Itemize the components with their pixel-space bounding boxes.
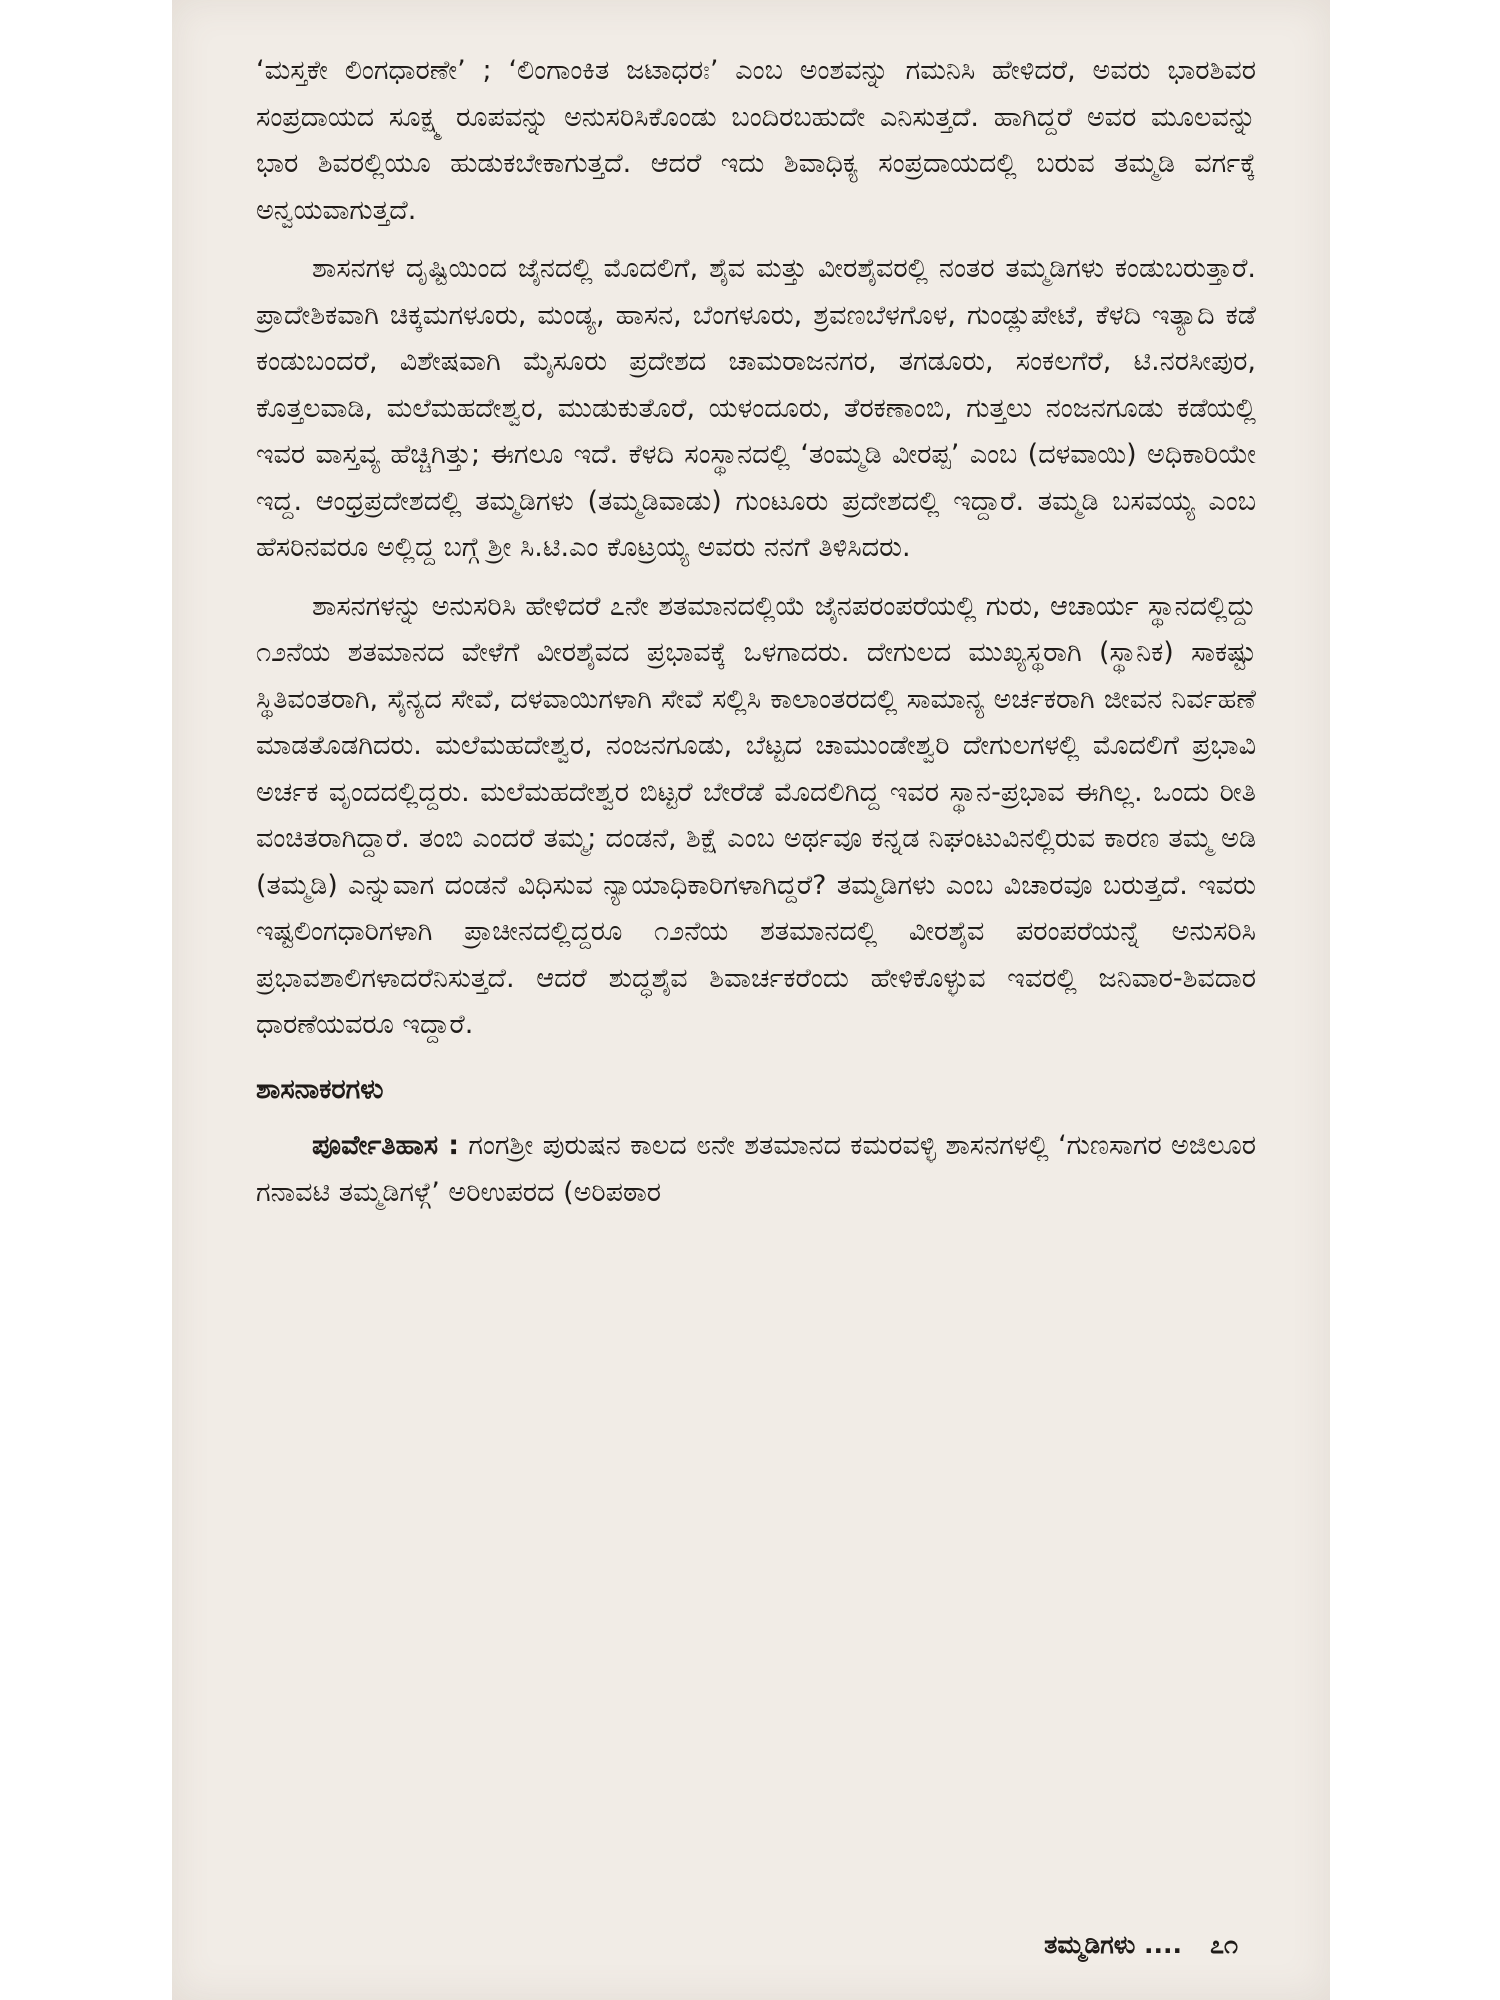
paragraph-2: ಶಾಸನಗಳ ದೃಷ್ಟಿಯಿಂದ ಜೈನದಲ್ಲಿ ಮೊದಲಿಗೆ, ಶೈವ ಮತ್ತು ವೀರಶೈವರಲ್ಲಿ ನಂತರ ತಮ್ಮಡಿಗಳು ಕಂಡುಬರುತ್ತಾರೆ. ಪ್ರಾದೇಶಿಕವಾಗಿ ಚಿಕ್ಕಮಗಳೂರು, ಮಂಡ್ಯ, ಹಾಸನ, ಬೆಂಗಳೂರು, ಶ್ರವಣಬೆಳಗೊಳ, ಗುಂಡ್ಲುಪೇಟೆ, ಕೆಳದಿ ಇತ್ಯಾದಿ ಕಡೆ ಕಂಡುಬಂದರೆ, ವಿಶೇಷವಾಗಿ ಮೈಸೂರು ಪ್ರದೇಶದ ಚಾಮರಾಜನಗರ, ತಗಡೂರು, ಸಂಕಲಗೆರೆ, ಟಿ.ನರಸೀಪುರ, ಕೊತ್ತಲವಾಡಿ, ಮಲೆಮಹದೇಶ್ವರ, ಮುಡುಕುತೊರೆ, ಯಳಂದೂರು, ತೆರಕಣಾಂಬಿ, ಗುತ್ತಲು ನಂಜನಗೂಡು ಕಡೆಯಲ್ಲಿ ಇವರ ವಾಸ್ತವ್ಯ ಹೆಚ್ಚಿಗಿತ್ತು; ಈಗಲೂ ಇದೆ. ಕೆಳದಿ ಸಂಸ್ಥಾನದಲ್ಲಿ ‘ತಂಮ್ಮಡಿ ವೀರಪ್ಪ’ ಎಂಬ (ದಳವಾಯಿ) ಅಧಿಕಾರಿಯೇ ಇದ್ದ. ಆಂಧ್ರಪ್ರದೇಶದಲ್ಲಿ ತಮ್ಮಡಿಗಳು (ತಮ್ಮಡಿವಾಡು) ಗುಂಟೂರು ಪ್ರದೇಶದಲ್ಲಿ ಇದ್ದಾರೆ. ತಮ್ಮಡಿ ಬಸವಯ್ಯ ಎಂಬ ಹೆಸರಿನವರೂ ಅಲ್ಲಿದ್ದ ಬಗ್ಗೆ ಶ್ರೀ ಸಿ.ಟಿ.ಎಂ ಕೊಟ್ರಯ್ಯ ಅವರು ನನಗೆ ತಿಳಿಸಿದರು. [256, 253, 1256, 563]
section-lead: ಪೂರ್ವೇತಿಹಾಸ : [312, 1130, 460, 1161]
page-number: ೭೧ [1209, 1930, 1238, 1959]
page-footer [1016, 1930, 1238, 1960]
running-title: ತಮ್ಮಡಿಗಳು .... [1044, 1930, 1182, 1959]
body-text [256, 48, 1256, 1228]
section-heading: ಶಾಸನಾಕರಗಳು [256, 1073, 384, 1105]
section-paragraph [256, 1123, 1256, 1216]
section-body: ಗಂಗಶ್ರೀ ಪುರುಷನ ಕಾಲದ ೮ನೇ ಶತಮಾನದ ಕಮರವಳ್ಳಿ ಶಾಸನಗಳಲ್ಲಿ ‘ಗುಣಸಾಗರ ಅಜಿಲೂರ ಗನಾವಟಿ ತಮ್ಮಡಿಗಳ್ಗೆ’ ಅರಿಉಪರದ (ಅರಿಪಠಾರ [256, 1130, 1256, 1208]
book-page [172, 0, 1330, 2000]
paragraph-3: ಶಾಸನಗಳನ್ನು ಅನುಸರಿಸಿ ಹೇಳಿದರೆ ೭ನೇ ಶತಮಾನದಲ್ಲಿಯೆ ಜೈನಪರಂಪರೆಯಲ್ಲಿ ಗುರು, ಆಚಾರ್ಯ ಸ್ಥಾನದಲ್ಲಿದ್ದು ೧೨ನೆಯ ಶತಮಾನದ ವೇಳೆಗೆ ವೀರಶೈವದ ಪ್ರಭಾವಕ್ಕೆ ಒಳಗಾದರು. ದೇಗುಲದ ಮುಖ್ಯಸ್ಥರಾಗಿ (ಸ್ಥಾನಿಕ) ಸಾಕಷ್ಟು ಸ್ಥಿತಿವಂತರಾಗಿ, ಸೈನ್ಯದ ಸೇವೆ, ದಳವಾಯಿಗಳಾಗಿ ಸೇವೆ ಸಲ್ಲಿಸಿ ಕಾಲಾಂತರದಲ್ಲಿ ಸಾಮಾನ್ಯ ಅರ್ಚಕರಾಗಿ ಜೀವನ ನಿರ್ವಹಣೆ ಮಾಡತೊಡಗಿದರು. ಮಲೆಮಹದೇಶ್ವರ, ನಂಜನಗೂಡು, ಬೆಟ್ಟದ ಚಾಮುಂಡೇಶ್ವರಿ ದೇಗುಲಗಳಲ್ಲಿ ಮೊದಲಿಗೆ ಪ್ರಭಾವಿ ಅರ್ಚಕ ವೃಂದದಲ್ಲಿದ್ದರು. ಮಲೆಮಹದೇಶ್ವರ ಬಿಟ್ಟರೆ ಬೇರೆಡೆ ಮೊದಲಿಗಿದ್ದ ಇವರ ಸ್ಥಾನ-ಪ್ರಭಾವ ಈಗಿಲ್ಲ. ಒಂದು ರೀತಿ ವಂಚಿತರಾಗಿದ್ದಾರೆ. ತಂಬಿ ಎಂದರೆ ತಮ್ಮ; ದಂಡನೆ, ಶಿಕ್ಷೆ ಎಂಬ ಅರ್ಥವೂ ಕನ್ನಡ ನಿಘಂಟುವಿನಲ್ಲಿರುವ ಕಾರಣ ತಮ್ಮ ಅಡಿ (ತಮ್ಮಡಿ) ಎನ್ನುವಾಗ ದಂಡನೆ ವಿಧಿಸುವ ನ್ಯಾಯಾಧಿಕಾರಿಗಳಾಗಿದ್ದರೆ? ತಮ್ಮಡಿಗಳು ಎಂಬ ವಿಚಾರವೂ ಬರುತ್ತದೆ. ಇವರು ಇಷ್ಟಲಿಂಗಧಾರಿಗಳಾಗಿ ಪ್ರಾಚೀನದಲ್ಲಿದ್ದರೂ ೧೨ನೆಯ ಶತಮಾನದಲ್ಲಿ ವೀರಶೈವ ಪರಂಪರೆಯನ್ನೆ ಅನುಸರಿಸಿ ಪ್ರಭಾವಶಾಲಿಗಳಾದರೆನಿಸುತ್ತದೆ. ಆದರೆ ಶುದ್ಧಶೈವ ಶಿವಾರ್ಚಕರೆಂದು ಹೇಳಿಕೊಳ್ಳುವ ಇವರಲ್ಲಿ ಜನಿವಾರ-ಶಿವದಾರ ಧಾರಣೆಯವರೂ ಇದ್ದಾರೆ. [256, 590, 1256, 1040]
paragraph-1: ‘ಮಸ್ತಕೇ ಲಿಂಗಧಾರಣೇ’ ; ‘ಲಿಂಗಾಂಕಿತ ಜಟಾಧರಃ’ ಎಂಬ ಅಂಶವನ್ನು ಗಮನಿಸಿ ಹೇಳಿದರೆ, ಅವರು ಭಾರಶಿವರ ಸಂಪ್ರದಾಯದ ಸೂಕ್ಷ್ಮ ರೂಪವನ್ನು ಅನುಸರಿಸಿಕೊಂಡು ಬಂದಿರಬಹುದೇ ಎನಿಸುತ್ತದೆ. ಹಾಗಿದ್ದರೆ ಅವರ ಮೂಲವನ್ನು ಭಾರ ಶಿವರಲ್ಲಿಯೂ ಹುಡುಕಬೇಕಾಗುತ್ತದೆ. ಆದರೆ ಇದು ಶಿವಾಧಿಕ್ಯ ಸಂಪ್ರದಾಯದಲ್ಲಿ ಬರುವ ತಮ್ಮಡಿ ವರ್ಗಕ್ಕೆ ಅನ್ವಯವಾಗುತ್ತದೆ. [256, 55, 1256, 226]
